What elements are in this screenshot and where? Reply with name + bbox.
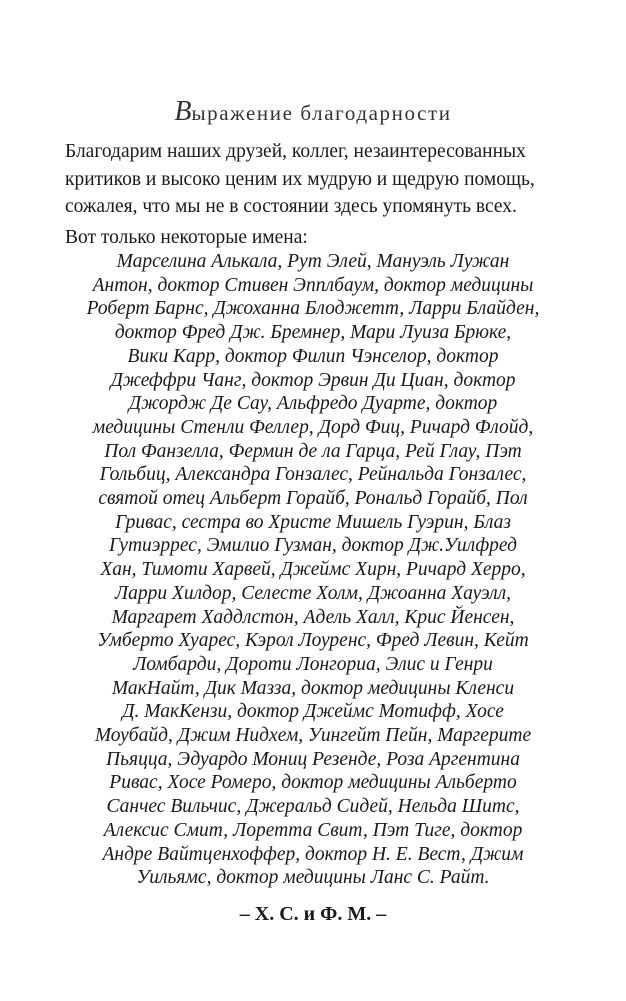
intro-paragraph [65,138,565,221]
names-line: Гривас, сестра во Христе Мишель Гуэрин, Блаз [115,511,511,533]
names-line: Ларри Хилдор, Селесте Холм, Джоанна Хауэлл, [114,582,512,604]
names-line: Ломбарди, Дороти Лонгориа, Элис и Генри [133,653,493,675]
names-line: Санчес Вильчис, Джеральд Сидей, Нельда Шитс, [106,796,520,818]
intro-line: критиков и высоко ценим их мудрую и щедрую помощь, [65,168,535,190]
names-line: Андре Вайтценхоффер, доктор Н. Е. Вест, Джим [102,843,524,865]
names-line: Пол Фанзелла, Фермин де ла Гарца, Рей Глау, Пэт [104,440,522,462]
names-line: Роберт Барнс, Джоханна Блоджетт, Ларри Блайден, [86,298,540,320]
names-line: Антон, доктор Стивен Эпплбаум, доктор медицины [92,274,534,296]
names-line: Алексис Смит, Лоретта Свит, Пэт Тиге, доктор [103,819,523,841]
names-line: Уильямс, доктор медицины Ланс С. Райт. [136,867,490,889]
names-line: Умберто Хуарес, Кэрол Лоуренс, Фред Левин, Кейт [97,630,529,652]
names-line: Маргарет Хаддлстон, Адель Халл, Крис Йенсен, [111,606,515,628]
intro-line: Благодарим наших друзей, коллег, незаинтересованных [65,141,526,162]
names-line: Гольбиц, Александра Гонзалес, Рейнальда Гонзалес, [99,464,527,486]
title-rest: ыражение благодарности [191,101,452,125]
names-line: Вики Карр, доктор Филип Чэнселор, доктор [127,345,499,367]
names-line: Джеффри Чанг, доктор Эрвин Ди Циан, доктор [110,369,516,391]
names-line: Марселина Алькала, Рут Элей, Мануэль Лужан [116,251,510,272]
names-line: Хан, Тимоти Харвей, Джеймс Хирн, Ричард Херро, [100,559,526,581]
names-line: Д. МакКензи, доктор Джеймс Мотифф, Хосе [122,701,504,723]
names-lead-in: Вот только некоторые имена: [65,227,308,248]
intro-line: сожалея, что мы не в состоянии здесь упомянуть всех. [65,196,517,217]
names-line: медицины Стенли Феллер, Дорд Фиц, Ричард Флойд, [92,416,534,438]
names-list [50,250,576,890]
signature: – Х. С. и Ф. М. – [239,903,387,925]
names-line: святой отец Альберт Горайб, Рональд Горайб, Пол [98,488,528,510]
names-line: Джордж Де Сау, Альфредо Дуарте, доктор [128,393,498,415]
names-line: Пьяцца, Эдуардо Мониц Резенде, Роза Аргентина [106,748,520,770]
names-line: Гутиэррес, Эмилио Гузман, доктор Дж.Уилфред [109,535,517,557]
names-line: доктор Фред Дж. Бремнер, Мари Луиза Брюке, [114,322,512,344]
names-line: Ривас, Хосе Ромеро, доктор медицины Альберто [109,772,517,794]
names-line: МакНайт, Дик Мазза, доктор медицины Кленси [111,677,515,699]
names-line: Моубайд, Джим Нидхем, Уингейт Пейн, Маргерите [94,725,532,747]
title-initial-letter: В [174,96,192,127]
page-title [0,96,626,128]
